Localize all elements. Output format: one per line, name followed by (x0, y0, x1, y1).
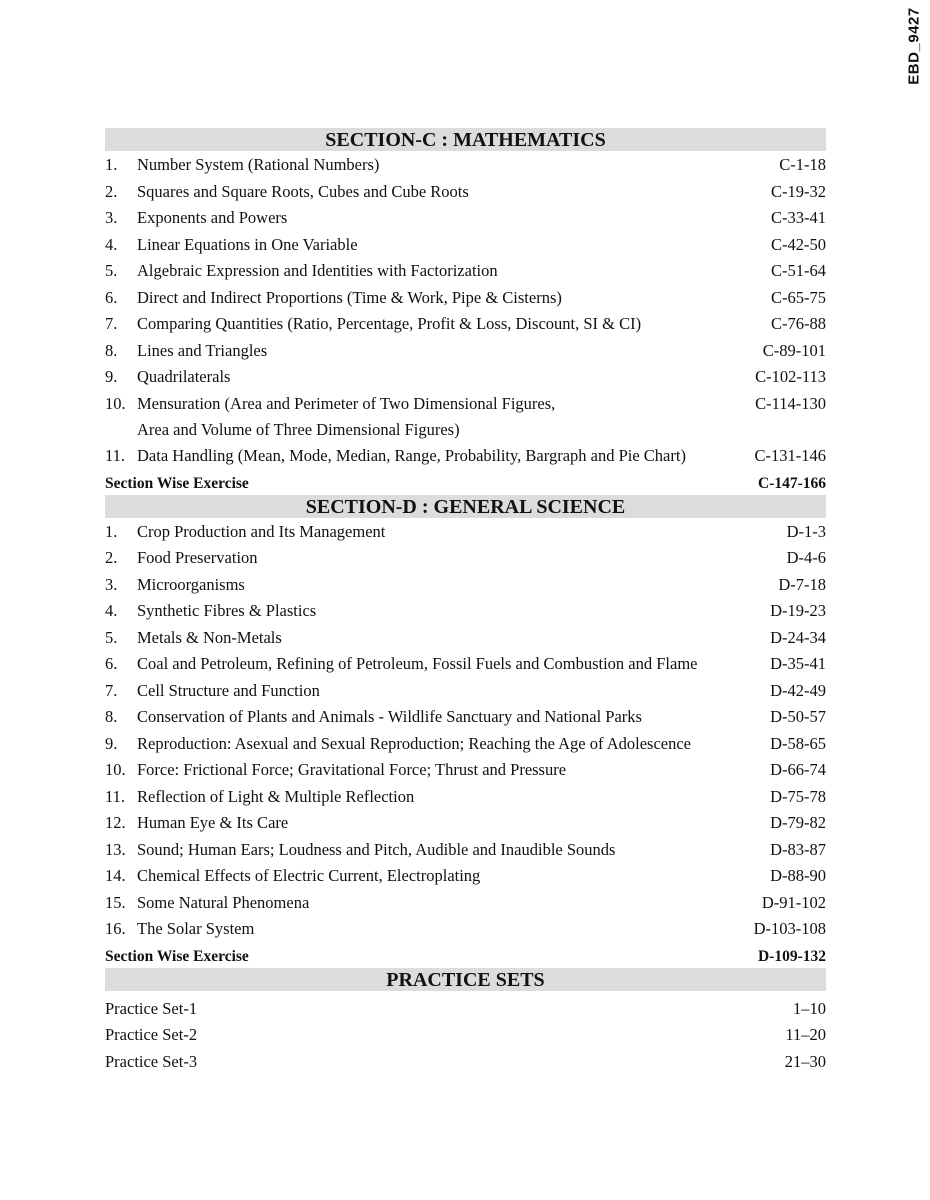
toc-entry (105, 390, 826, 443)
entry-title (137, 918, 754, 939)
entry-title-text: Coal and Petroleum, Refining of Petroleum, Fossil Fuels and Combustion and Flame (137, 654, 698, 673)
exercise-page-range: C-147-166 (757, 474, 826, 492)
practice-set-page-range: 21–30 (784, 1051, 826, 1071)
entry-number: 3. (105, 574, 118, 594)
table-of-contents (105, 128, 826, 1074)
entry-number: 8. (105, 340, 118, 360)
entry-number: 6. (105, 654, 118, 673)
exercise-label: Section Wise Exercise (105, 474, 249, 492)
entry-number: 4. (105, 234, 118, 254)
entry-page-range: D-42-49 (770, 680, 826, 700)
entry-page-range: D-79-82 (770, 813, 826, 832)
entry-page-range: D-35-41 (770, 654, 826, 673)
entry-title-text: Force: Frictional Force; Gravitational Force; Thrust and Pressure (137, 760, 567, 779)
entry-title (137, 207, 771, 228)
toc-entry (105, 310, 826, 337)
entry-page-range: C-33-41 (771, 208, 826, 227)
toc-entry (105, 518, 826, 545)
entry-title-text: Chemical Effects of Electric Current, Electroplating (137, 866, 481, 885)
entry-title (137, 521, 787, 542)
entry-title (137, 680, 770, 701)
practice-set-entry (105, 1021, 826, 1048)
entry-title (137, 600, 770, 621)
book-code (902, 0, 926, 92)
toc-entry (105, 151, 826, 178)
toc-entry (105, 862, 826, 889)
toc-entry (105, 544, 826, 571)
entry-number: 1. (105, 155, 118, 174)
practice-set-title: Practice Set-2 (105, 1025, 198, 1044)
entry-number: 7. (105, 680, 118, 700)
entry-number: 11. (105, 446, 126, 465)
practice-set-page-range: 1–10 (793, 998, 826, 1018)
section-exercise-row (105, 942, 826, 968)
entry-page-range: D-91-102 (761, 892, 826, 912)
practice-heading: PRACTICE SETS (105, 968, 826, 991)
entry-title (137, 892, 762, 913)
entry-title (137, 574, 778, 595)
entry-page-range: D-58-65 (770, 733, 826, 753)
entry-page-range: C-65-75 (771, 287, 826, 307)
entry-title-text: Cell Structure and Function (137, 680, 320, 700)
entry-page-range: D-4-6 (786, 548, 826, 567)
entry-title-text: Squares and Square Roots, Cubes and Cube Roots (137, 181, 469, 201)
entry-number: 4. (105, 601, 118, 620)
entry-title-text: Sound; Human Ears; Loudness and Pitch, Audible and Inaudible Sounds (137, 839, 616, 859)
toc-entry (105, 442, 826, 469)
entry-title-text: Exponents and Powers (137, 208, 288, 227)
toc-entry (105, 650, 826, 677)
entry-title-text: Metals & Non-Metals (137, 627, 282, 647)
entry-number: 12. (105, 813, 126, 832)
toc-entry (105, 677, 826, 704)
entry-number: 2. (105, 548, 118, 567)
entry-page-range: C-131-146 (754, 446, 826, 465)
practice-set-title: Practice Set-3 (105, 1051, 198, 1071)
entry-page-range: D-1-3 (786, 521, 826, 541)
entry-number: 6. (105, 287, 118, 307)
toc-entry (105, 624, 826, 651)
toc-entry (105, 730, 826, 757)
entry-number: 1. (105, 521, 118, 541)
entry-page-range: D-103-108 (753, 919, 826, 938)
entry-title (137, 366, 755, 387)
entry-title (137, 260, 771, 281)
practice-set-entry (105, 1048, 826, 1075)
entry-title (137, 547, 787, 568)
toc-entry (105, 178, 826, 205)
exercise-label: Section Wise Exercise (105, 947, 249, 965)
toc-entry (105, 703, 826, 730)
entry-title-text: Data Handling (Mean, Mode, Median, Range, Probability, Bargraph and Pie Chart) (137, 446, 686, 465)
entry-page-range: C-19-32 (771, 181, 826, 201)
toc-entry (105, 809, 826, 836)
book-code-text: EBD_9427 (905, 7, 923, 85)
entry-page-range: C-1-18 (779, 155, 826, 174)
entry-number: 3. (105, 208, 118, 227)
entry-page-range: C-114-130 (755, 393, 826, 413)
section-heading: SECTION-D : GENERAL SCIENCE (105, 495, 826, 518)
toc-entry (105, 257, 826, 284)
entry-page-range: D-7-18 (778, 574, 826, 594)
practice-set-title: Practice Set-1 (105, 998, 198, 1018)
entry-page-range: D-24-34 (770, 627, 826, 647)
entry-title (137, 812, 770, 833)
toc-entry (105, 836, 826, 863)
entry-title-text: Crop Production and Its Management (137, 521, 386, 541)
entry-number: 16. (105, 919, 126, 938)
entry-title-text: Conservation of Plants and Animals - Wildlife Sanctuary and National Parks (137, 707, 642, 726)
entry-page-range: C-89-101 (762, 340, 826, 360)
entry-number: 5. (105, 627, 118, 647)
entry-title (137, 786, 770, 807)
entry-number: 14. (105, 866, 126, 885)
entry-page-range: D-66-74 (770, 760, 826, 779)
entry-title (137, 865, 770, 886)
toc-entry (105, 337, 826, 364)
entry-title (137, 154, 779, 175)
toc-entry (105, 597, 826, 624)
entry-title (137, 340, 763, 361)
entry-number: 8. (105, 707, 118, 726)
entry-title (137, 706, 770, 727)
entry-page-range: D-50-57 (770, 707, 826, 726)
toc-entry (105, 756, 826, 783)
entry-number: 2. (105, 181, 118, 201)
entry-number: 13. (105, 839, 126, 859)
entry-title (137, 653, 770, 674)
practice-set-page-range: 11–20 (785, 1025, 826, 1044)
entry-title-text: Lines and Triangles (137, 340, 268, 360)
entry-number: 10. (105, 393, 126, 413)
entry-title-text: Reflection of Light & Multiple Reflection (137, 786, 415, 806)
entry-title-text: The Solar System (137, 919, 255, 938)
section-heading: SECTION-C : MATHEMATICS (105, 128, 826, 151)
entry-title (137, 759, 770, 780)
entry-title (137, 313, 771, 334)
toc-entry (105, 915, 826, 942)
entry-title-text: Linear Equations in One Variable (137, 234, 358, 254)
entry-title (137, 234, 771, 255)
entry-title-text: Microorganisms (137, 574, 245, 594)
entry-page-range: D-75-78 (770, 786, 826, 806)
entry-title-text: Algebraic Expression and Identities with Factorization (137, 261, 498, 280)
entry-number: 7. (105, 314, 118, 333)
section-exercise-row (105, 469, 826, 495)
entry-title-text: Quadrilaterals (137, 367, 231, 386)
entry-page-range: D-19-23 (770, 601, 826, 620)
entry-title (137, 393, 755, 440)
entry-title-continuation: Area and Volume of Three Dimensional Figures) (137, 419, 460, 439)
toc-entry (105, 284, 826, 311)
entry-title-text: Reproduction: Asexual and Sexual Reproduction; Reaching the Age of Adolescence (137, 733, 691, 753)
entry-title (137, 627, 770, 648)
toc-entry (105, 363, 826, 390)
toc-entry (105, 783, 826, 810)
entry-page-range: C-51-64 (771, 261, 826, 280)
entry-title-text: Food Preservation (137, 548, 258, 567)
entry-title (137, 733, 770, 754)
practice-set-entry (105, 995, 826, 1022)
entry-page-range: D-88-90 (770, 866, 826, 885)
entry-title-text: Some Natural Phenomena (137, 892, 310, 912)
entry-number: 9. (105, 367, 118, 386)
entry-number: 9. (105, 733, 118, 753)
entry-title (137, 181, 771, 202)
entry-title-text: Mensuration (Area and Perimeter of Two Dimensional Figures, (137, 393, 556, 413)
entry-title-text: Comparing Quantities (Ratio, Percentage, Profit & Loss, Discount, SI & CI) (137, 314, 642, 333)
toc-entry (105, 571, 826, 598)
entry-page-range: C-76-88 (771, 314, 826, 333)
exercise-page-range: D-109-132 (757, 947, 826, 965)
entry-title-text: Synthetic Fibres & Plastics (137, 601, 317, 620)
entry-title (137, 445, 755, 466)
entry-number: 10. (105, 760, 126, 779)
entry-title-text: Direct and Indirect Proportions (Time & Work, Pipe & Cisterns) (137, 287, 562, 307)
entry-title (137, 287, 771, 308)
entry-page-range: C-42-50 (771, 234, 826, 254)
entry-page-range: C-102-113 (755, 367, 826, 386)
toc-entry (105, 889, 826, 916)
entry-title-text: Number System (Rational Numbers) (137, 155, 380, 174)
entry-number: 15. (105, 892, 126, 912)
toc-entry (105, 204, 826, 231)
entry-number: 11. (105, 786, 126, 806)
entry-title-text: Human Eye & Its Care (137, 813, 289, 832)
entry-title (137, 839, 770, 860)
entry-page-range: D-83-87 (770, 839, 826, 859)
entry-number: 5. (105, 261, 118, 280)
toc-entry (105, 231, 826, 258)
